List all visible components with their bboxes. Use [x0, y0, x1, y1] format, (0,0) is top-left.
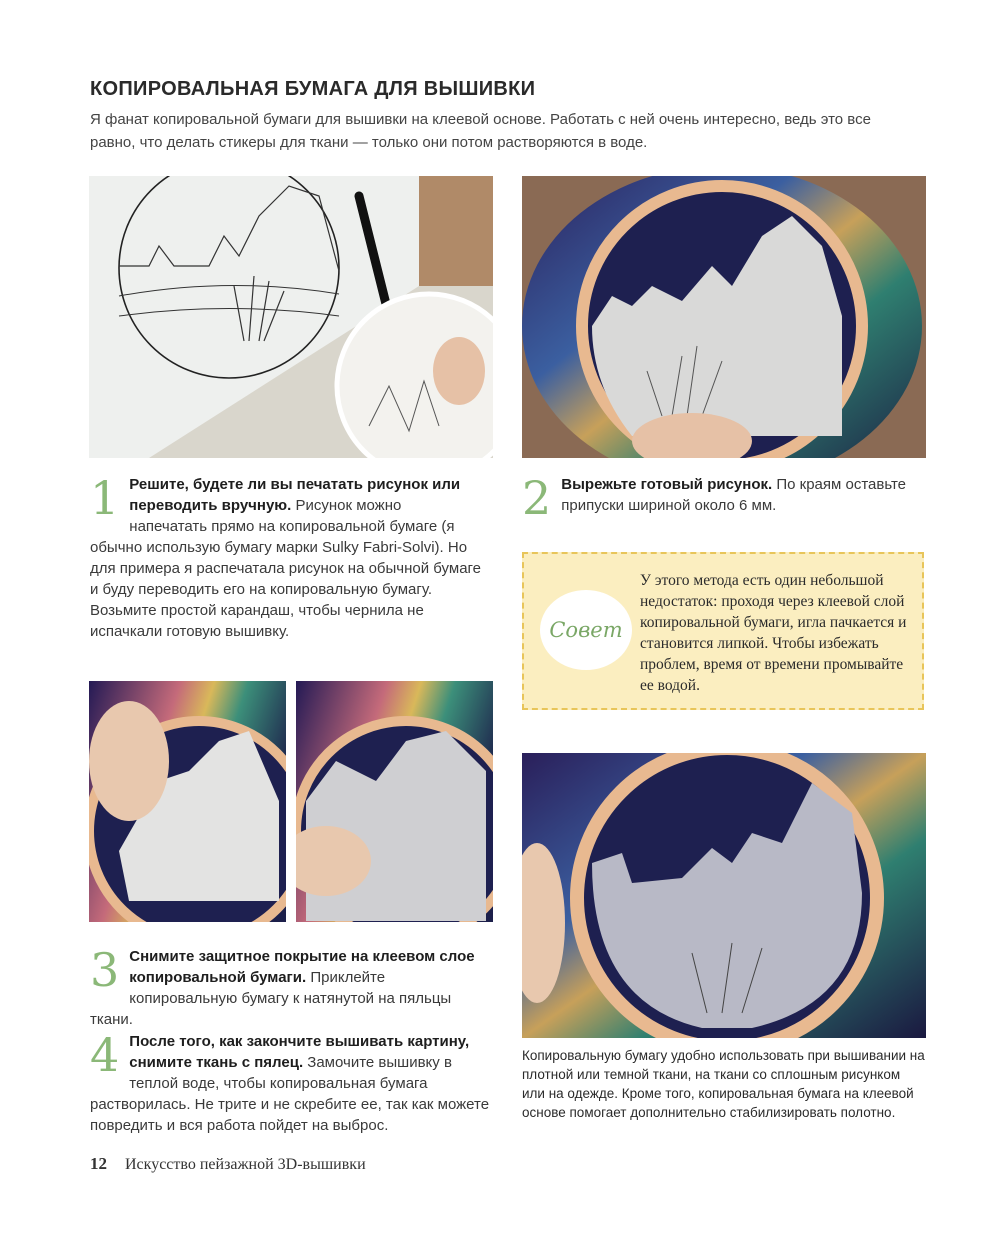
step-1-text: Рисунок можно напечатать прямо на копировальной бумаге (я обычно использую бумагу марки Sulky Fabri-Solvi). Но для примера я распечатала рисунок на обычной бумаге и буду переводить его на копировальную бумагу. Возьмите простой карандаш, чтобы чернила не испачкали готовую вышивку. [90, 497, 482, 640]
page-number: 12 [90, 1154, 107, 1173]
step-2-text: По краям оставьте припуски шириной около 6 мм. [561, 476, 907, 514]
intro-paragraph: Я фанат копировальной бумаги для вышивки на клеевой основе. Работать с ней очень интересно, ведь это все равно, что делать стикеры для ткани — только они потом растворяются в воде. [90, 111, 871, 151]
photo-peel-backing [89, 681, 286, 922]
photo-pattern-on-fabric [522, 753, 926, 1038]
step-4-text: Замочите вышивку в теплой воде, чтобы копировальная бумага растворилась. Не трите и не скребите ее, так как можете повредить и вся работа пойдет на выброс. [90, 1054, 490, 1134]
step-4-heading: После того, как закончите вышивать картину, снимите ткань с пялец. [129, 1033, 470, 1071]
step-3-text: Приклейте копировальную бумагу к натянутой на пяльцы ткани. [90, 969, 452, 1028]
step-1-heading: Решите, будете ли вы печатать рисунок или переводить вручную. [129, 476, 461, 514]
step-3-heading: Снимите защитное покрытие на клеевом слое копировальной бумаги. [129, 948, 475, 986]
book-title: Искусство пейзажной 3D-вышивки [125, 1156, 366, 1173]
step-2-heading: Вырежьте готовый рисунок. [561, 476, 773, 493]
step-1 [90, 471, 482, 642]
page-title: КОПИРОВАЛЬНАЯ БУМАГА ДЛЯ ВЫШИВКИ [90, 78, 536, 100]
photo-tracing-pattern [89, 176, 493, 458]
tip-badge: Совет [540, 590, 632, 670]
step-4 [90, 1028, 494, 1136]
photo-stick-pattern [296, 681, 493, 922]
tip-box [522, 552, 924, 710]
step-2-number: 2 [522, 471, 552, 525]
photo-caption: Копировальную бумагу удобно использовать при вышивании на плотной или темной ткани, на ткани со сплошным рисунком или на одежде. Кроме того, копировальная бумага на клеевой основе помогает дополнительно стабилизировать полотно. [522, 1048, 925, 1120]
step-2 [522, 471, 924, 525]
tip-text: У этого метода есть один небольшой недостаток: проходя через клеевой слой копировальной бумаги, игла пачкается и становится липкой. Чтобы избежать проблем, время от времени промывайте ее водой. [640, 572, 907, 694]
step-3 [90, 943, 494, 1030]
step-1-number: 1 [90, 471, 120, 525]
step-3-number: 3 [90, 943, 120, 997]
page-footer [90, 1154, 366, 1174]
step-4-number: 4 [90, 1028, 120, 1082]
photo-cut-pattern [522, 176, 926, 458]
